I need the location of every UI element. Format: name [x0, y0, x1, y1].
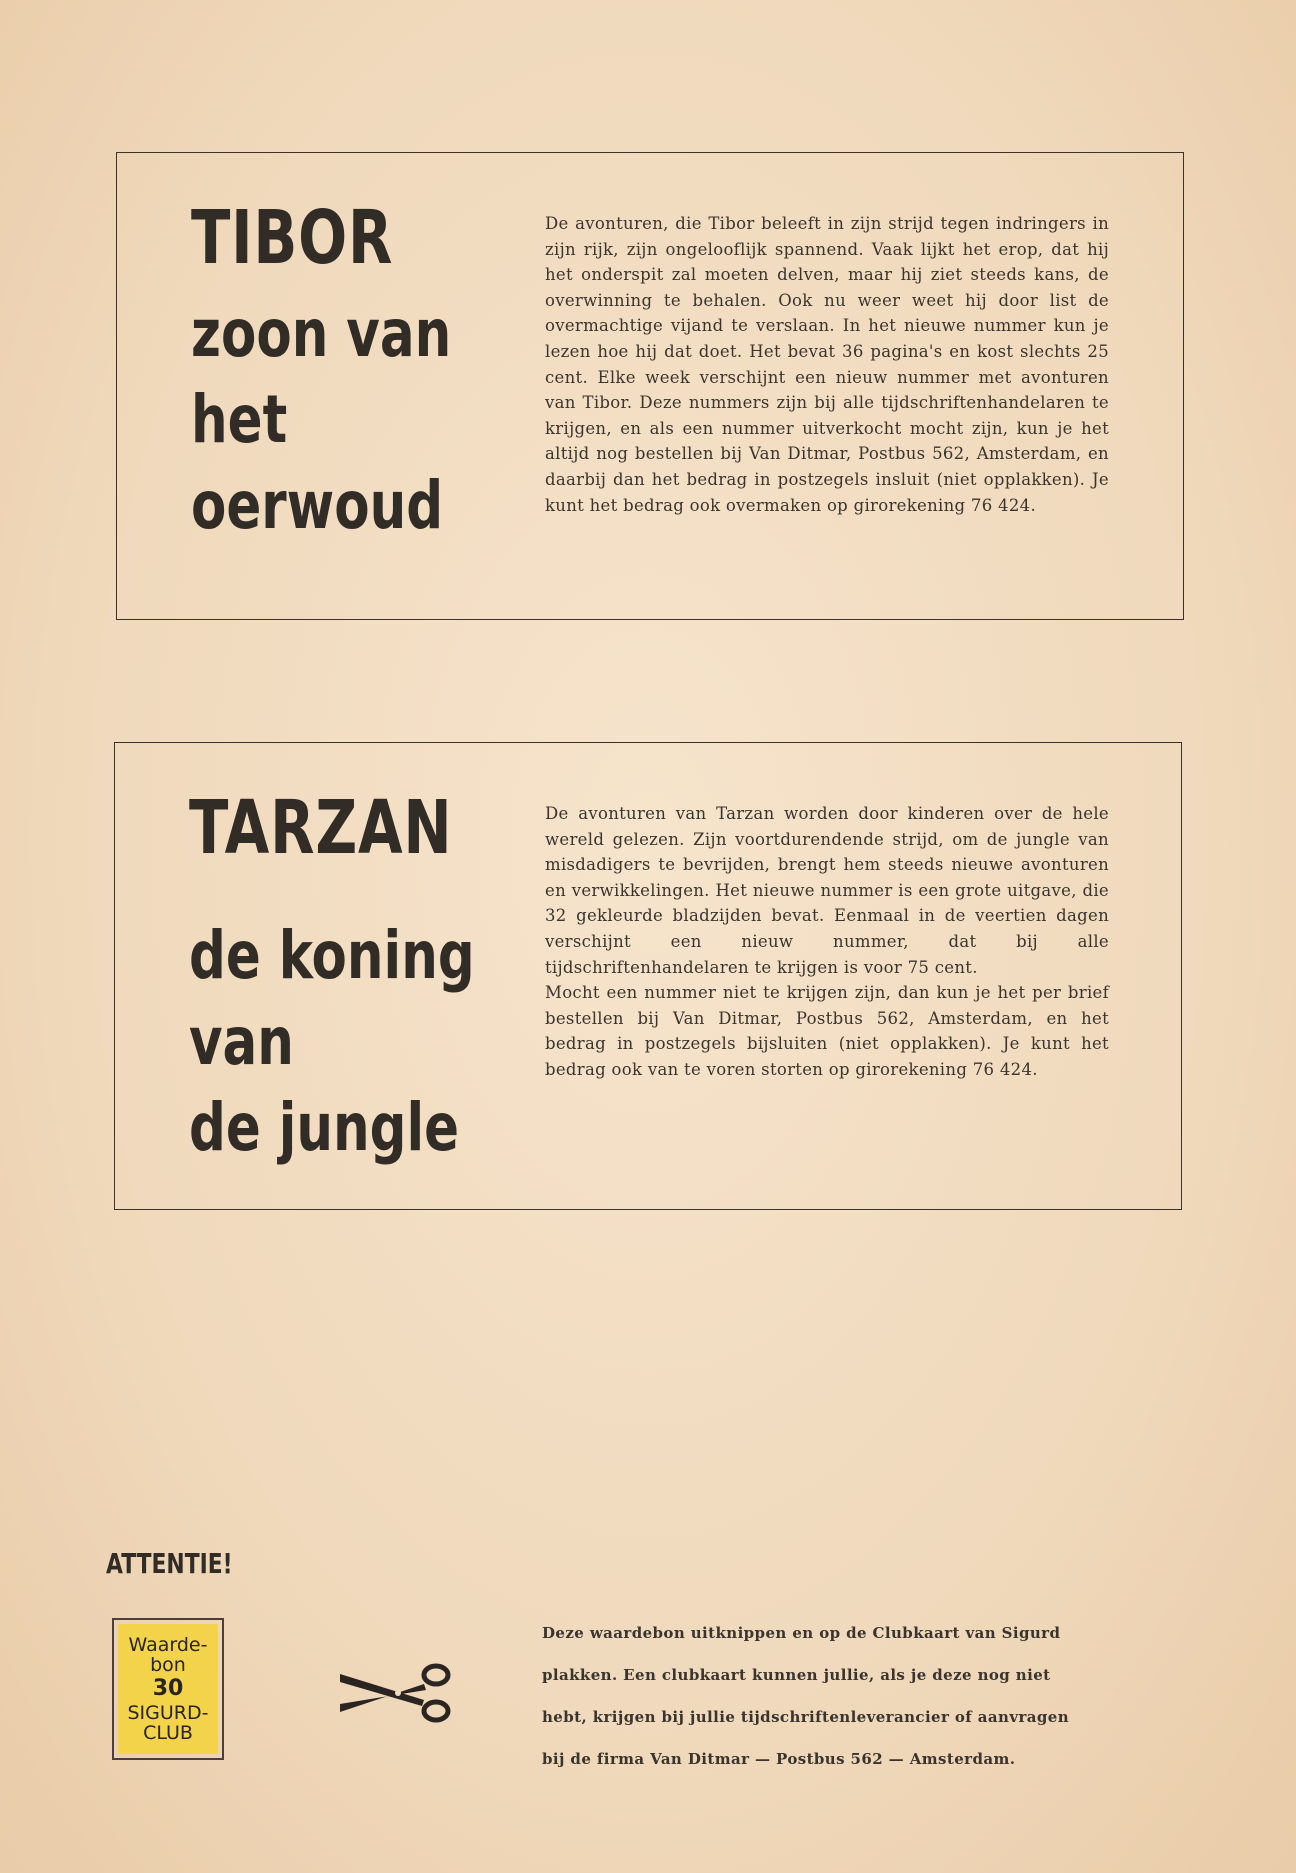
tarzan-subtitle-line: de koning	[189, 917, 475, 994]
tibor-title: TIBOR	[191, 195, 394, 281]
coupon-line: CLUB	[143, 1722, 193, 1744]
tibor-description: De avonturen, die Tibor beleeft in zijn strijd tegen indringers in zijn rijk, zijn ongelooflijk spannend. Vaak lijkt het erop, dat hij het onderspit zal moeten delven, maar hij ziet steeds kans, de overwinning te behalen. Ook nu weer weet hij door list de overmachtige vijand te verslaan. In het nieuwe nummer kun je lezen hoe hij dat doet. Het bevat 36 pagina's en kost slechts 25 cent. Elke week verschijnt een nieuw nummer met avonturen van Tibor. Deze nummers zijn bij alle tijdschriftenhandelaren te krijgen, en als een nummer uitverkocht mocht zijn, kun je het altijd nog bestellen bij Van Ditmar, Postbus 562, Amsterdam, en daarbij dan het bedrag in postzegels insluit (niet opplakken). Je kunt het bedrag ook overmaken op girorekening 76 424.	[545, 214, 1109, 515]
coupon-instructions	[542, 1612, 1109, 1780]
coupon-number: 30	[152, 1676, 184, 1701]
tarzan-title: TARZAN	[189, 785, 453, 871]
coupon-instructions-line: plakken. Een clubkaart kunnen jullie, als je deze nog niet	[542, 1666, 1051, 1684]
tibor-subtitle-line: oerwoud	[191, 467, 444, 544]
tibor-subtitle-line: het	[191, 381, 288, 458]
tarzan-ad-panel	[114, 742, 1182, 1210]
coupon-instructions-line: bij de firma Van Ditmar — Postbus 562 — Amsterdam.	[542, 1750, 1016, 1768]
tarzan-description-p2: Mocht een nummer niet te krijgen zijn, dan kun je het per brief bestellen bij Van Ditmar, Postbus 562, Amsterdam, en het bedrag in postzegels bijsluiten (niet opplakken). Je kunt het bedrag ook van te voren storten op girorekening 76 424.	[545, 983, 1109, 1079]
tarzan-subtitle	[189, 913, 475, 1171]
coupon-line: SIGURD-	[127, 1702, 209, 1724]
tarzan-description	[545, 801, 1109, 1083]
coupon-line: bon	[150, 1654, 186, 1676]
coupon-instructions-line: Deze waardebon uitknippen en op de Clubkaart van Sigurd	[542, 1624, 1061, 1642]
tarzan-subtitle-line: de jungle	[189, 1089, 460, 1166]
tarzan-subtitle-line: van	[189, 1003, 294, 1080]
tarzan-description-p1: De avonturen van Tarzan worden door kinderen over de hele wereld gelezen. Zijn voortdurendende strijd, om de jungle van misdadigers te bevrijden, brengt hem steeds nieuwe avonturen en verwikkelingen. Het nieuwe nummer is een grote uitgave, die 32 gekleurde bladzijden bevat. Eenmaal in de veertien dagen verschijnt een nieuw nummer, dat bij alle tijdschriftenhandelaren te krijgen is voor 75 cent.	[545, 804, 1109, 977]
tibor-ad-panel	[116, 152, 1184, 620]
attention-heading: ATTENTIE!	[106, 1547, 233, 1580]
coupon-instructions-line: hebt, krijgen bij jullie tijdschriftenleverancier of aanvragen	[542, 1708, 1070, 1726]
coupon-box[interactable]	[112, 1618, 224, 1760]
coupon-inner	[118, 1624, 218, 1754]
tibor-subtitle-line: zoon van	[191, 295, 452, 372]
tibor-subtitle	[191, 291, 451, 549]
scissors-icon	[336, 1660, 456, 1726]
coupon-line: Waarde-	[128, 1634, 208, 1656]
